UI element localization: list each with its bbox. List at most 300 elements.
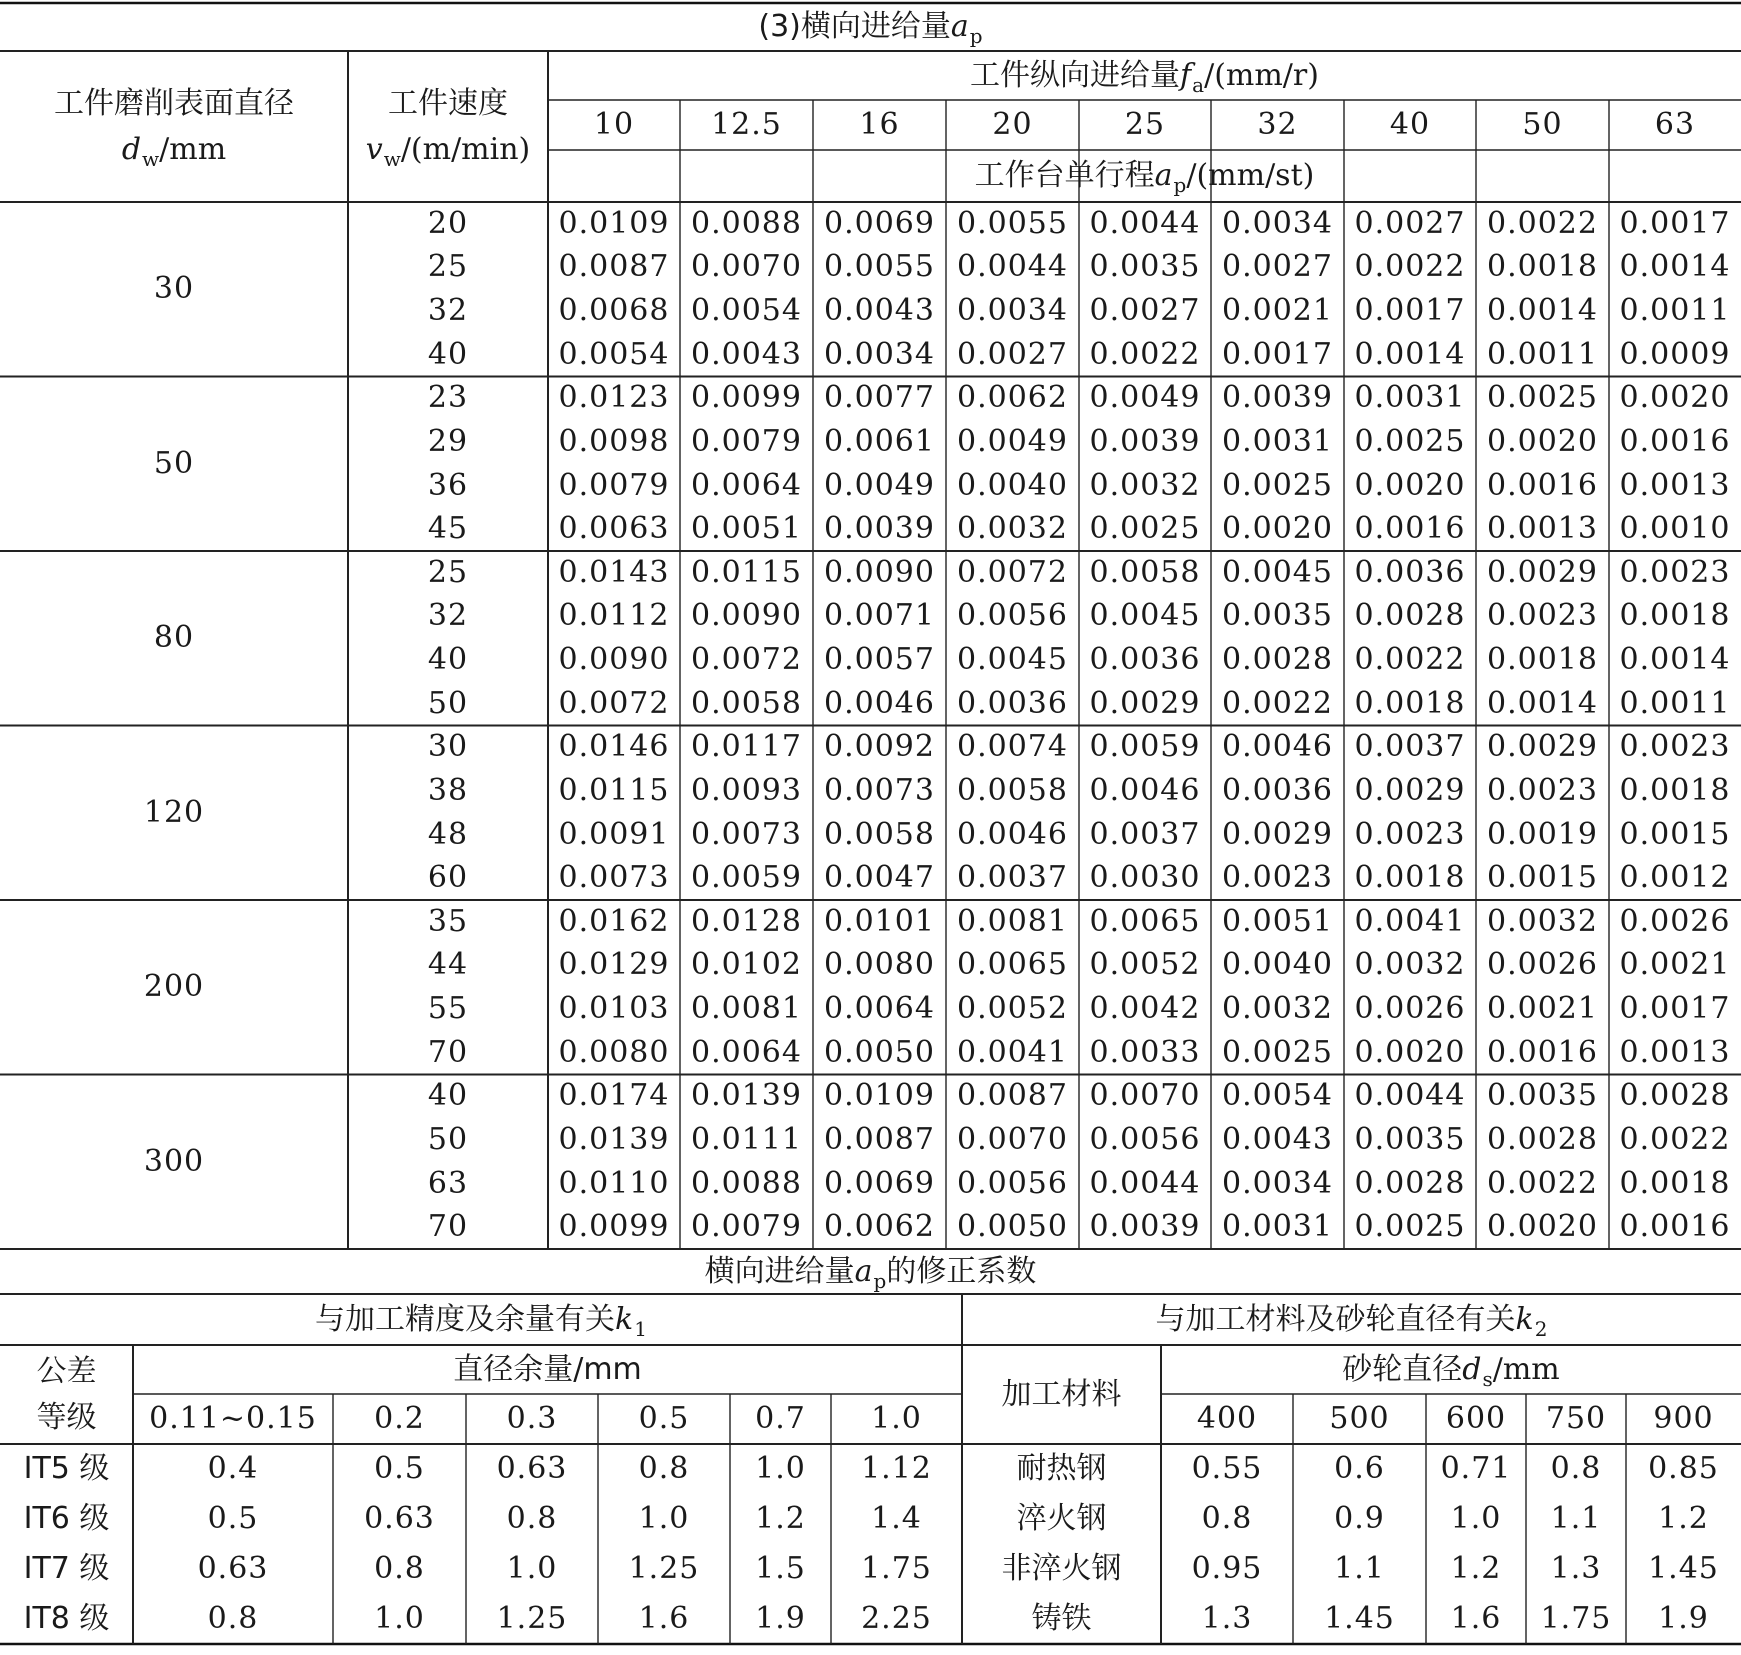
table-cell — [813, 246, 946, 290]
speed-cell — [348, 246, 548, 290]
speed-cell — [348, 202, 548, 246]
k1-cell — [730, 1544, 831, 1594]
text-part: 0.0111 — [691, 1121, 802, 1157]
table-cell — [1476, 769, 1609, 813]
table-cell — [1609, 420, 1741, 464]
text-part: 0.0032 — [957, 511, 1068, 547]
feed-header — [548, 51, 1741, 100]
text-part: 0.0014 — [1619, 249, 1731, 285]
feed-value-header — [680, 100, 813, 150]
text-part: 0.0046 — [1089, 772, 1201, 808]
table-cell — [946, 246, 1079, 290]
table-cell — [680, 289, 813, 333]
table-cell — [1344, 551, 1476, 595]
text-part: 0.8 — [506, 1501, 558, 1536]
text-part: 0.0081 — [957, 903, 1068, 939]
text-part: 0.0025 — [1354, 1209, 1466, 1245]
text-part: 工件速度 — [388, 85, 508, 121]
text-part: 1.3 — [1201, 1601, 1253, 1636]
k2-cell — [1526, 1494, 1626, 1544]
table-cell — [1609, 1075, 1741, 1119]
correction-title — [0, 1249, 1741, 1294]
text-part: 0.0054 — [691, 293, 802, 329]
table-cell — [1079, 420, 1211, 464]
table-cell — [1079, 813, 1211, 857]
text-part: 1.4 — [871, 1501, 922, 1536]
text-part: 0.0055 — [824, 249, 935, 285]
text-part: 0.0139 — [691, 1078, 802, 1114]
text-part: 29 — [427, 423, 469, 459]
table-cell — [680, 987, 813, 1031]
tolerance-header-line — [36, 1353, 97, 1389]
text-part: 0.0112 — [558, 598, 670, 634]
text-part: 0.0081 — [691, 991, 802, 1027]
text-part: 0.0025 — [1222, 467, 1333, 503]
table-cell — [946, 464, 1079, 508]
text-part: 0.0092 — [824, 729, 935, 765]
text-part: 0.71 — [1440, 1451, 1512, 1486]
table-cell — [548, 595, 680, 639]
table-cell — [1344, 682, 1476, 726]
speed-cell — [348, 1031, 548, 1075]
text-part: 1.45 — [1648, 1551, 1719, 1586]
k1-cell — [466, 1444, 598, 1494]
table-cell — [1476, 420, 1609, 464]
table-cell — [1344, 944, 1476, 988]
table-cell — [1609, 507, 1741, 551]
table-cell — [1476, 638, 1609, 682]
text-part: 0.0020 — [1222, 511, 1333, 547]
text-part: 0.0128 — [691, 903, 802, 939]
table-cell — [1211, 1162, 1344, 1206]
text-part: 0.63 — [197, 1551, 269, 1586]
text-part: 900 — [1653, 1401, 1714, 1436]
text-part: 0.63 — [496, 1451, 568, 1486]
material-cell — [962, 1594, 1161, 1644]
text-part: 0.0018 — [1487, 249, 1598, 285]
text-part: 0.0017 — [1354, 293, 1466, 329]
text-part: 0.8 — [207, 1601, 259, 1636]
text-part: 0.0139 — [558, 1121, 670, 1157]
text-part: 20 — [427, 205, 469, 241]
text-part: 0.0021 — [1619, 947, 1731, 983]
text-part: 0.0036 — [1354, 554, 1466, 590]
table-cell — [813, 769, 946, 813]
k1-cell — [598, 1544, 730, 1594]
text-part: 0.0044 — [1089, 205, 1201, 241]
text-part: 1.6 — [638, 1601, 690, 1636]
table-cell — [946, 202, 1079, 246]
text-part: 0.0014 — [1487, 685, 1598, 721]
text-part: 0.0025 — [1089, 511, 1201, 547]
text-part: 0.0029 — [1354, 772, 1466, 808]
table-cell — [946, 551, 1079, 595]
text-part: 0.0034 — [1222, 205, 1333, 241]
text-part: 与加工材料及砂轮直径有关 — [1155, 1301, 1516, 1337]
text-part: 0.0033 — [1089, 1034, 1201, 1070]
text-part: 0.0146 — [558, 729, 670, 765]
text-part: 0.0058 — [1089, 554, 1201, 590]
text-part: 40 — [427, 336, 469, 372]
table-cell — [1609, 333, 1741, 377]
text-part: 0.0090 — [558, 642, 670, 678]
text-part: 0.0059 — [691, 860, 802, 896]
text-part: 0.0027 — [1222, 249, 1333, 285]
text-part: 直径余量/mm — [453, 1351, 642, 1387]
table-cell — [680, 420, 813, 464]
table-cell — [680, 1031, 813, 1075]
text-part: 0.0029 — [1487, 729, 1598, 765]
text-part: 0.0036 — [1222, 772, 1333, 808]
text-part: 50 — [427, 1121, 469, 1157]
text-part: 0.0090 — [824, 554, 935, 590]
text-part: 0.0054 — [558, 336, 670, 372]
speed-cell — [348, 726, 548, 770]
table-cell — [1476, 595, 1609, 639]
table-cell — [946, 1075, 1079, 1119]
text-part: 0.0051 — [1222, 903, 1333, 939]
table-cell — [1609, 726, 1741, 770]
text-part: 0.0020 — [1619, 380, 1731, 416]
table-cell — [1079, 246, 1211, 290]
table-cell — [813, 1075, 946, 1119]
text-part: 0.0013 — [1619, 1034, 1731, 1070]
text-part: 0.0018 — [1487, 642, 1598, 678]
text-part: 0.7 — [755, 1401, 806, 1436]
table-cell — [1211, 202, 1344, 246]
feed-value-header — [1211, 100, 1344, 150]
text-part: 0.0034 — [957, 293, 1068, 329]
text-part: 0.0073 — [558, 860, 670, 896]
tolerance-header-line — [36, 1399, 97, 1435]
table-cell — [1079, 856, 1211, 900]
table-cell — [1211, 987, 1344, 1031]
text-part: 0.0049 — [957, 423, 1068, 459]
diameter-cell — [0, 202, 348, 377]
table-cell — [548, 1031, 680, 1075]
k2-cell — [1293, 1494, 1426, 1544]
table-cell — [1079, 944, 1211, 988]
text-part: 38 — [427, 772, 469, 808]
table-cell — [548, 987, 680, 1031]
text-part: 0.0022 — [1222, 685, 1333, 721]
text-part: 淬火钢 — [1016, 1501, 1107, 1536]
table-cell — [946, 944, 1079, 988]
text-part: 0.8 — [1550, 1451, 1602, 1486]
table-cell — [1079, 1031, 1211, 1075]
text-part: 0.0099 — [558, 1209, 670, 1245]
text-part: f — [1180, 57, 1192, 93]
table-cell — [1609, 638, 1741, 682]
table-cell — [1609, 377, 1741, 421]
table-cell — [946, 638, 1079, 682]
speed-cell — [348, 682, 548, 726]
text-part: 1.0 — [1450, 1501, 1502, 1536]
text-part: 0.0068 — [558, 293, 670, 329]
text-part: 1.9 — [755, 1601, 806, 1636]
k2-header — [962, 1294, 1741, 1345]
table-cell — [548, 202, 680, 246]
table-cell — [946, 682, 1079, 726]
text-part: 0.0050 — [957, 1209, 1068, 1245]
table-cell — [946, 1031, 1079, 1075]
table-cell — [548, 726, 680, 770]
allowance-value-header — [831, 1394, 962, 1444]
text-part: 55 — [427, 991, 469, 1027]
table-cell — [813, 377, 946, 421]
table-cell — [946, 1118, 1079, 1162]
table-cell — [1344, 638, 1476, 682]
text-part: 0.95 — [1191, 1551, 1263, 1586]
text-part: 0.0017 — [1222, 336, 1333, 372]
text-part: 1.25 — [628, 1551, 700, 1586]
text-part: 0.3 — [506, 1401, 558, 1436]
table-cell — [1211, 420, 1344, 464]
table-cell — [1476, 551, 1609, 595]
text-part: d — [121, 131, 142, 167]
text-part: 铸铁 — [1031, 1601, 1092, 1636]
table-cell — [548, 900, 680, 944]
text-part: 工件纵向进给量 — [970, 57, 1181, 93]
text-part: 0.4 — [207, 1451, 259, 1486]
text-part: 0.0025 — [1487, 380, 1598, 416]
table-cell — [1211, 1031, 1344, 1075]
text-part: k — [1515, 1301, 1534, 1337]
text-part: 0.0032 — [1222, 991, 1333, 1027]
diameter-header-line — [121, 131, 227, 171]
table-cell — [1344, 900, 1476, 944]
text-part: a — [1154, 158, 1173, 193]
text-part: 0.0031 — [1222, 1209, 1333, 1245]
table-cell — [548, 856, 680, 900]
table-cell — [1476, 202, 1609, 246]
text-part: 32 — [427, 293, 469, 329]
text-part: 0.0101 — [824, 903, 935, 939]
table-cell — [1079, 1205, 1211, 1249]
text-part: 1.0 — [755, 1451, 806, 1486]
text-part: 0.0043 — [824, 293, 935, 329]
table-cell — [548, 1075, 680, 1119]
text-part: p — [1173, 173, 1187, 197]
allowance-value-header — [730, 1394, 831, 1444]
text-part: 0.0046 — [957, 816, 1068, 852]
table-cell — [1211, 769, 1344, 813]
diameter-cell — [0, 900, 348, 1075]
table-cell — [1211, 595, 1344, 639]
text-part: 0.0129 — [558, 947, 670, 983]
text-part: 0.0025 — [1354, 423, 1466, 459]
text-part: 0.0059 — [1089, 729, 1201, 765]
speed-header-line — [365, 131, 531, 171]
table-cell — [680, 944, 813, 988]
text-part: 0.0056 — [957, 598, 1068, 634]
text-part: 50 — [427, 685, 469, 721]
k2-cell — [1526, 1544, 1626, 1594]
text-part: 0.0016 — [1487, 1034, 1598, 1070]
table-cell — [1211, 333, 1344, 377]
text-part: 0.0044 — [1089, 1165, 1201, 1201]
table-cell — [1211, 682, 1344, 726]
text-part: 0.2 — [374, 1401, 425, 1436]
table-cell — [548, 507, 680, 551]
text-part: 1.2 — [1450, 1551, 1502, 1586]
text-part: 0.0032 — [1354, 947, 1466, 983]
diameter-header — [0, 51, 348, 202]
table-cell — [813, 1205, 946, 1249]
text-part: 0.0109 — [824, 1078, 935, 1114]
table-cell — [680, 682, 813, 726]
text-part: 32 — [1257, 107, 1298, 142]
text-part: 0.0020 — [1487, 423, 1598, 459]
table-cell — [1476, 944, 1609, 988]
text-part: 1.25 — [496, 1601, 568, 1636]
text-part: 0.0072 — [691, 642, 802, 678]
table-cell — [1609, 1205, 1741, 1249]
text-part: 的修正系数 — [886, 1253, 1037, 1289]
text-part: 400 — [1196, 1401, 1258, 1436]
table-cell — [1476, 987, 1609, 1031]
table-cell — [813, 682, 946, 726]
table-cell — [548, 944, 680, 988]
k1-cell — [730, 1444, 831, 1494]
text-part: 0.5 — [374, 1451, 425, 1486]
table-cell — [1476, 813, 1609, 857]
text-part: /(mm/r) — [1204, 57, 1319, 93]
text-part: 非淬火钢 — [1001, 1551, 1122, 1586]
table-cell — [813, 813, 946, 857]
text-part: 0.0021 — [1487, 991, 1598, 1027]
table-cell — [1476, 377, 1609, 421]
text-part: 0.0055 — [957, 205, 1068, 241]
text-part: 0.0012 — [1619, 860, 1731, 896]
text-part: 0.0036 — [957, 685, 1068, 721]
k1-cell — [831, 1544, 962, 1594]
text-part: 砂轮直径 — [1342, 1351, 1463, 1387]
text-part: 0.0061 — [824, 423, 935, 459]
table-cell — [1476, 507, 1609, 551]
table-cell — [1476, 246, 1609, 290]
table-cell — [1344, 289, 1476, 333]
table-title — [0, 3, 1741, 51]
table-cell — [1079, 551, 1211, 595]
text-part: /mm — [1492, 1351, 1560, 1387]
table-cell — [1344, 507, 1476, 551]
text-part: 600 — [1445, 1401, 1507, 1436]
table-cell — [1211, 1075, 1344, 1119]
table-cell — [680, 856, 813, 900]
k1-cell — [333, 1594, 466, 1644]
text-part: 耐热钢 — [1016, 1451, 1107, 1486]
text-part: 0.0071 — [824, 598, 935, 634]
table-cell — [1211, 726, 1344, 770]
text-part: 45 — [427, 511, 469, 547]
table-cell — [548, 420, 680, 464]
text-part: 0.0054 — [1222, 1078, 1333, 1114]
text-part: 0.63 — [364, 1501, 435, 1536]
table-cell — [1079, 507, 1211, 551]
k1-cell — [831, 1594, 962, 1644]
text-part: 0.0064 — [691, 1034, 802, 1070]
text-part: 1.1 — [1334, 1551, 1385, 1586]
text-part: 10 — [593, 107, 635, 142]
table-cell — [1211, 464, 1344, 508]
text-part: 120 — [143, 794, 205, 830]
k2-cell — [1626, 1594, 1741, 1644]
table-cell — [1344, 377, 1476, 421]
text-part: 公差 — [36, 1353, 97, 1389]
text-part: 0.0014 — [1354, 336, 1466, 372]
text-part: 0.0042 — [1089, 991, 1201, 1027]
grade-cell — [0, 1494, 133, 1544]
table-cell — [946, 1162, 1079, 1206]
text-part: 0.0021 — [1222, 293, 1333, 329]
table-cell — [813, 595, 946, 639]
speed-cell — [348, 1118, 548, 1162]
k1-cell — [831, 1494, 962, 1544]
text-part: 0.0080 — [824, 947, 935, 983]
text-part: w — [383, 146, 401, 171]
table-cell — [680, 333, 813, 377]
text-part: 0.0013 — [1619, 467, 1731, 503]
text-part: 0.0069 — [824, 205, 935, 241]
text-part: 0.0052 — [957, 991, 1068, 1027]
text-part: 0.0034 — [824, 336, 935, 372]
diameter-header-line — [54, 85, 294, 121]
text-part: p — [873, 1268, 887, 1293]
table-cell — [1609, 551, 1741, 595]
text-part: 0.0026 — [1487, 947, 1598, 983]
text-part: 0.0090 — [691, 598, 802, 634]
table-cell — [946, 1205, 1079, 1249]
table-cell — [1476, 1031, 1609, 1075]
k2-cell — [1161, 1444, 1293, 1494]
feed-value-header — [813, 100, 946, 150]
text-part: v — [365, 131, 383, 167]
text-part: 0.0037 — [1089, 816, 1201, 852]
text-part: s — [1482, 1366, 1493, 1391]
table-cell — [1344, 202, 1476, 246]
text-part: 0.0017 — [1619, 205, 1731, 241]
text-part: 36 — [427, 467, 469, 503]
text-part: 1.0 — [506, 1551, 558, 1586]
k2-cell — [1626, 1494, 1741, 1544]
table-cell — [813, 1162, 946, 1206]
table-cell — [1476, 464, 1609, 508]
text-part: 1.0 — [871, 1401, 922, 1436]
speed-cell — [348, 1075, 548, 1119]
material-header — [962, 1345, 1161, 1444]
text-part: 0.0058 — [691, 685, 802, 721]
table-cell — [548, 682, 680, 726]
table-cell — [1609, 769, 1741, 813]
text-part: 0.0087 — [957, 1078, 1068, 1114]
speed-cell — [348, 944, 548, 988]
text-part: 0.0016 — [1619, 1209, 1731, 1245]
text-part: 0.0046 — [824, 685, 935, 721]
text-part: 0.0011 — [1619, 685, 1731, 721]
text-part: 0.0070 — [1089, 1078, 1201, 1114]
table-cell — [1609, 944, 1741, 988]
text-part: 0.85 — [1648, 1451, 1719, 1486]
text-part: 0.0058 — [824, 816, 935, 852]
k2-cell — [1426, 1594, 1526, 1644]
allowance-value-header — [333, 1394, 466, 1444]
table-cell — [1211, 246, 1344, 290]
text-part: 0.0044 — [1354, 1078, 1466, 1114]
text-part: 0.6 — [1334, 1451, 1385, 1486]
text-part: 0.0039 — [1089, 1209, 1201, 1245]
table-cell — [548, 289, 680, 333]
